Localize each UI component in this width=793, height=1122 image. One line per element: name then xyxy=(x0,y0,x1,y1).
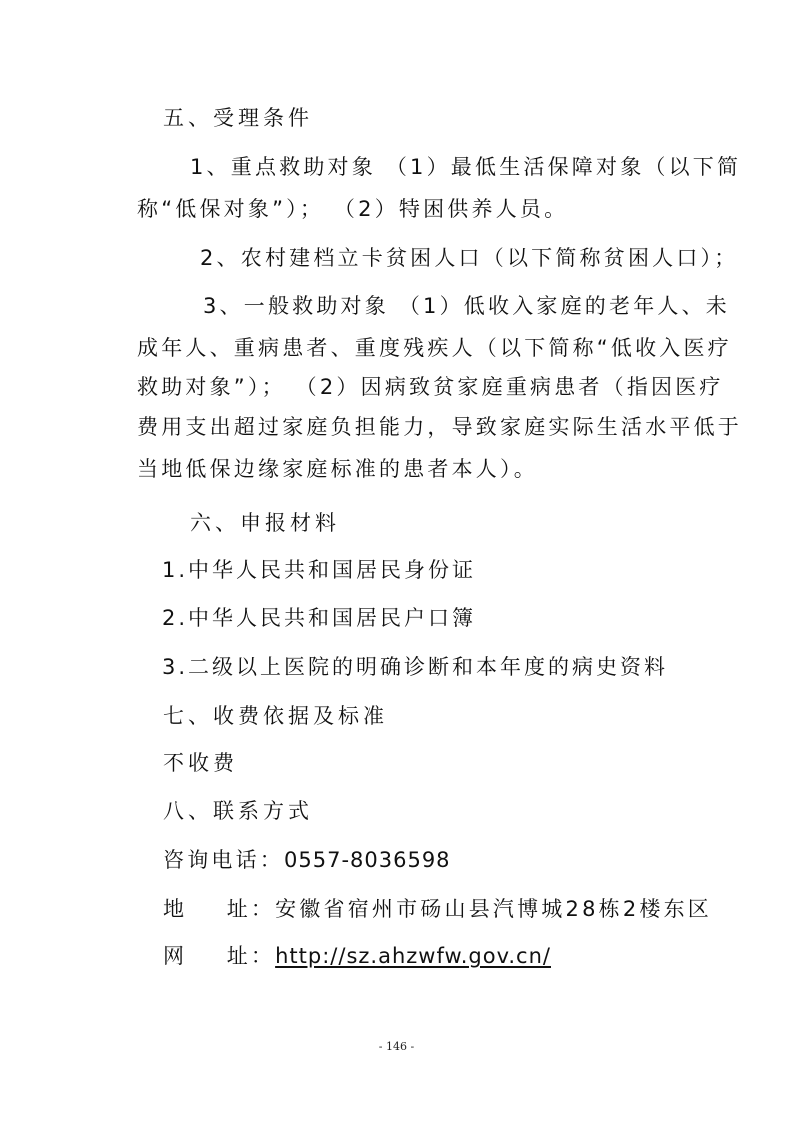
contact-website-row xyxy=(163,942,551,970)
contact-address-row xyxy=(163,895,712,923)
material-item-2: 2.中华人民共和国居民户口簿 xyxy=(162,606,477,630)
section-5-heading: 五、受理条件 xyxy=(163,106,313,130)
section-5-item-1-line-2: 称“低保对象”）； （2）特困供养人员。 xyxy=(137,197,569,221)
contact-phone-row xyxy=(163,846,451,874)
website-label: 网 址： xyxy=(163,944,276,968)
section-5-item-3-line-3: 救助对象”）； （2）因病致贫家庭重病患者（指因医疗 xyxy=(137,375,724,399)
page-number: - 146 - xyxy=(378,1040,415,1053)
section-5-item-3-line-5: 当地低保边缘家庭标准的患者本人）。 xyxy=(137,457,538,481)
website-link[interactable]: http://sz.ahzwfw.gov.cn/ xyxy=(275,944,551,968)
section-5-item-3-line-1: 3、一般救助对象 （1）低收入家庭的老年人、未 xyxy=(203,294,730,318)
section-5-item-3-line-2: 成年人、重病患者、重度残疾人（以下简称“低收入医疗 xyxy=(137,336,732,360)
phone-label: 咨询电话： xyxy=(163,848,284,872)
address-label: 地 址： xyxy=(163,897,276,921)
section-7-heading: 七、收费依据及标准 xyxy=(163,704,388,728)
section-5-item-3-line-4: 费用支出超过家庭负担能力，导致家庭实际生活水平低于 xyxy=(137,415,742,439)
address-value: 安徽省宿州市砀山县汽博城28栋2楼东区 xyxy=(275,897,712,921)
section-6-heading: 六、申报材料 xyxy=(190,511,340,535)
section-8-heading: 八、联系方式 xyxy=(163,799,313,823)
phone-value: 0557-8036598 xyxy=(284,848,451,872)
fee-text: 不收费 xyxy=(163,751,238,775)
material-item-3: 3.二级以上医院的明确诊断和本年度的病史资料 xyxy=(162,655,669,679)
material-item-1: 1.中华人民共和国居民身份证 xyxy=(162,558,477,582)
section-5-item-1-line-1: 1、重点救助对象 （1）最低生活保障对象（以下简 xyxy=(190,155,742,179)
section-5-item-2: 2、农村建档立卡贫困人口（以下简称贫困人口）； xyxy=(200,246,739,270)
